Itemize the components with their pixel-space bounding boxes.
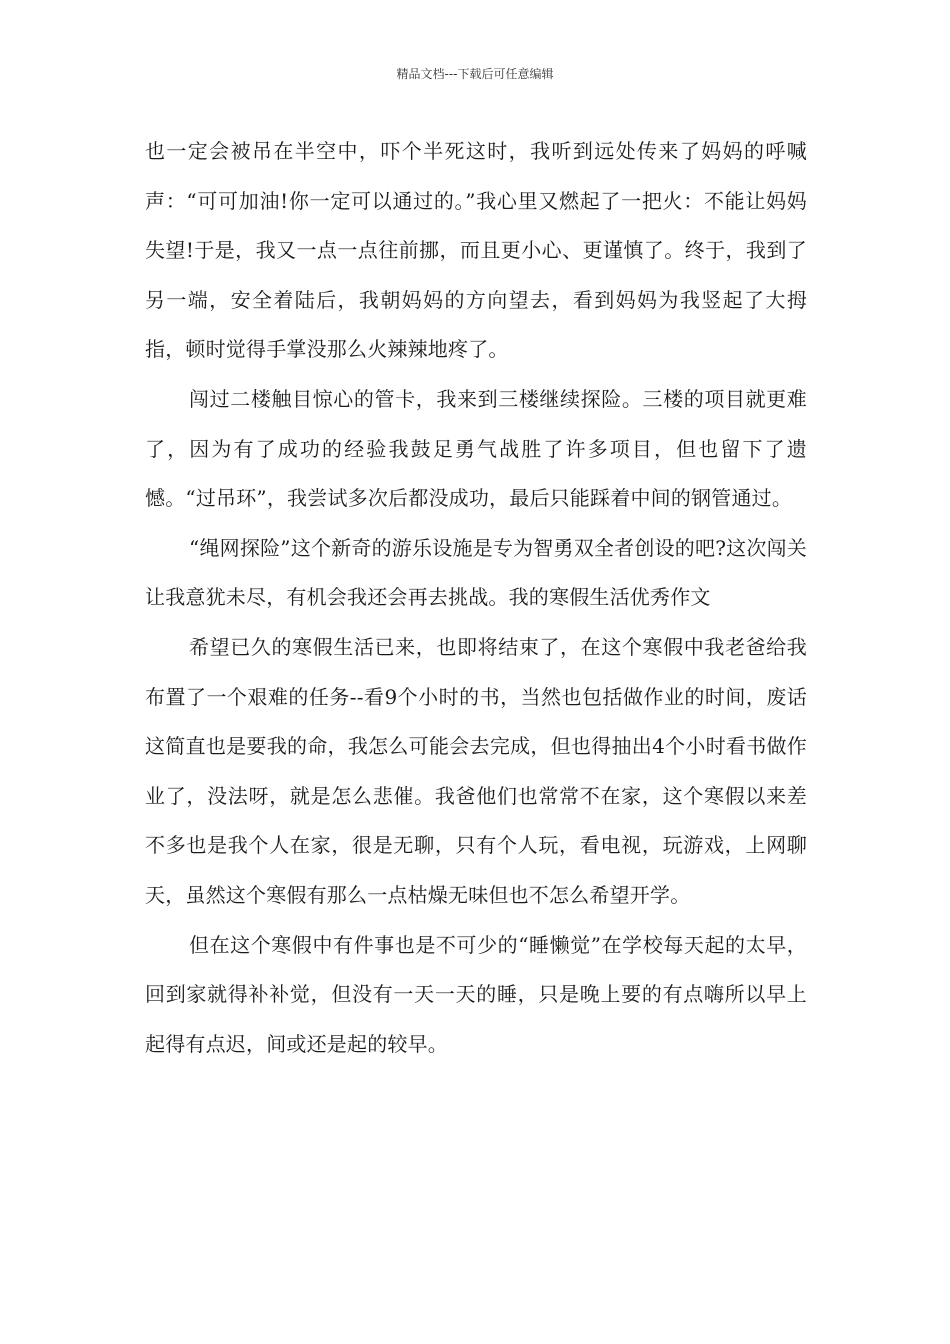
paragraph-3: “绳网探险”这个新奇的游乐设施是专为智勇双全者创设的吧?这次闯关让我意犹未尽，有机会我还会再去挑战。我的寒假生活优秀作文 [145, 535, 807, 610]
paragraph-1: 也一定会被吊在半空中，吓个半死这时，我听到远处传来了妈妈的呼喊声：“可可加油!你一定可以通过的。”我心里又燃起了一把火：不能让妈妈失望!于是，我又一点一点往前挪，而且更小心、更谨慎了。终于，我到了另一端，安全着陆后，我朝妈妈的方向望去，看到妈妈为我竖起了大拇指，顿时觉得手掌没那么火辣辣地疼了。 [145, 139, 807, 362]
page-header: 精品文档---下载后可任意编辑 [396, 67, 554, 81]
paragraph-5: 但在这个寒假中有件事也是不可少的“睡懒觉”在学校每天起的太早，回到家就得补补觉，但没有一天一天的睡，只是晚上要的有点嗨所以早上起得有点迟，间或还是起的较早。 [145, 932, 807, 1056]
paragraph-4: 希望已久的寒假生活已来，也即将结束了，在这个寒假中我老爸给我布置了一个艰难的任务--看9个小时的书，当然也包括做作业的时间，废话这简直也是要我的命，我怎么可能会去完成，但也得抽出4个小时看书做作业了，没法呀，就是怎么悲催。我爸他们也常常不在家，这个寒假以来差不多也是我个人在家，很是无聊，只有个人玩，看电视，玩游戏，上网聊天，虽然这个寒假有那么一点枯燥无味但也不怎么希望开学。 [145, 634, 807, 907]
document-body [145, 127, 807, 1069]
paragraph-2: 闯过二楼触目惊心的管卡，我来到三楼继续探险。三楼的项目就更难了，因为有了成功的经验我鼓足勇气战胜了许多项目，但也留下了遗憾。“过吊环”，我尝试多次后都没成功，最后只能踩着中间的钢管通过。 [145, 386, 807, 511]
